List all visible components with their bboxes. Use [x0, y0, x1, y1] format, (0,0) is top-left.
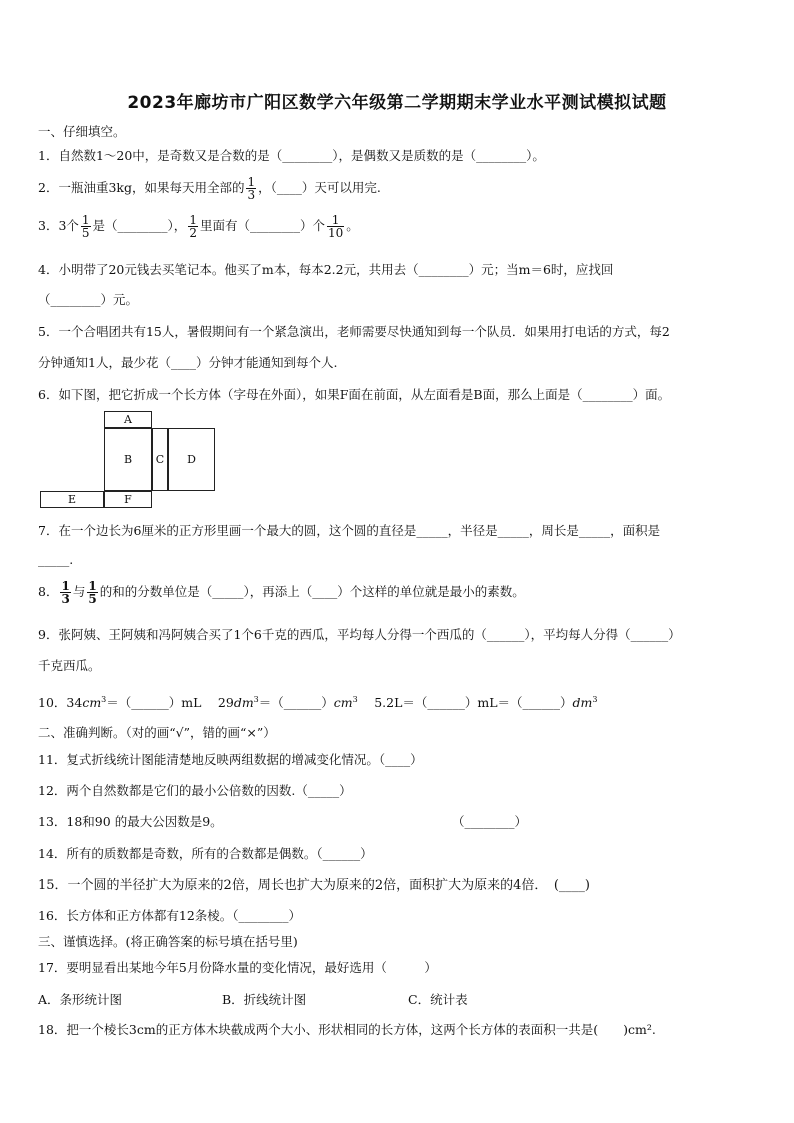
question-13-blank: （________） [452, 814, 528, 829]
cuboid-net-diagram [40, 411, 220, 509]
question-4-line-1: 4．小明带了20元钱去买笔记本。他买了m本，每本2.2元，共用去（________）元；当m＝6时，应找回 [38, 262, 614, 277]
question-17: 17．要明显看出某地今年5月份降水量的变化情况，最好选用（ ） [38, 960, 437, 975]
fraction: $\frac{1}{5}$ [88, 579, 97, 606]
question-5-line-1: 5．一个合唱团共有15人，暑假期间有一个紧急演出，老师需要尽快通知到每一个队员．如果用打电话的方式，每2 [38, 324, 670, 339]
question-3: 3．3个 $\frac{1}{5}$ 是（________）， $\frac{1}{2}$ 里面有（________）个 $\frac{1}{10}$ 。 [38, 213, 359, 240]
fraction: $\frac{1}{10}$ [327, 213, 344, 240]
question-2: 2．一瓶油重3kg，如果每天用全部的 $\frac{1}{3}$ ，（____）天可以用完. [38, 175, 381, 202]
question-12: 12．两个自然数都是它们的最小公倍数的因数.（_____） [38, 783, 352, 798]
question-6: 6．如下图，把它折成一个长方体（字母在外面），如果F面在前面，从左面看是B面，那么上面是（________）面。 [38, 387, 671, 402]
question-7-line-2: _____. [38, 552, 74, 567]
option-a: A．条形统计图 [38, 992, 123, 1007]
section-heading-fill-in: 一、仔细填空。 [38, 124, 126, 139]
section-heading-judgement: 二、准确判断。（对的画“√”，错的画“×”） [38, 725, 276, 740]
question-8: 8． $\frac{1}{3}$ 与 $\frac{1}{5}$ 的和的分数单位是（_____），再添上（____）个这样的单位就是最小的素数。 [38, 579, 525, 606]
page-title: 2023年廊坊市广阳区数学六年级第二学期期末学业水平测试模拟试题 [127, 93, 667, 113]
question-4-line-2: （________）元。 [38, 292, 139, 307]
question-7-line-1: 7．在一个边长为6厘米的正方形里画一个最大的圆，这个圆的直径是_____，半径是_____，周长是_____，面积是 [38, 523, 661, 538]
question-15: 15．一个圆的半径扩大为原来的2倍，周长也扩大为原来的2倍，面积扩大为原来的4倍． (____) [38, 878, 590, 893]
fraction: $\frac{1}{3}$ [61, 579, 70, 606]
fraction: $\frac{1}{2}$ [189, 213, 197, 240]
net-face-e: E [40, 491, 104, 508]
net-face-c: C [152, 428, 168, 491]
question-5-line-2: 分钟通知1人，最少花（____）分钟才能通知到每个人. [38, 355, 338, 370]
question-18: 18．把一个棱长3cm的正方体木块截成两个大小、形状相同的长方体，这两个长方体的表面积一共是( )cm². [38, 1022, 656, 1037]
net-face-a: A [104, 411, 152, 428]
question-16: 16．长方体和正方体都有12条棱。（________） [38, 908, 302, 923]
fraction: $\frac{1}{3}$ [247, 175, 256, 202]
question-11: 11．复式折线统计图能清楚地反映两组数据的增减变化情况。（____） [38, 752, 423, 767]
option-b: B．折线统计图 [222, 992, 307, 1007]
question-9-line-2: 千克西瓜。 [38, 658, 101, 673]
fraction: $\frac{1}{5}$ [81, 213, 90, 240]
section-heading-choice: 三、谨慎选择。(将正确答案的标号填在括号里) [38, 934, 298, 949]
net-face-b: B [104, 428, 152, 491]
question-1: 1．自然数1～20中，是奇数又是合数的是（________），是偶数又是质数的是（________）。 [38, 148, 545, 163]
option-c: C．统计表 [408, 992, 468, 1007]
question-14: 14．所有的质数都是奇数，所有的合数都是偶数。（______） [38, 846, 373, 861]
net-face-f: F [104, 491, 152, 508]
question-13: 13．18和90 的最大公因数是9。 （________） [38, 814, 528, 829]
question-10: 10．$34cm^3=(\_\_\_\_\_\_)mL$ $29dm^3=(\_\_\_\_\_\_)cm^3$ $5.2L=(\_\_\_\_\_\_)mL=(\_\_\_\_\_\_)dm^3$ [38, 694, 598, 710]
question-9-line-1: 9．张阿姨、王阿姨和冯阿姨合买了1个6千克的西瓜，平均每人分得一个西瓜的（______），平均每人分得（______） [38, 627, 681, 642]
net-face-d: D [168, 428, 215, 491]
